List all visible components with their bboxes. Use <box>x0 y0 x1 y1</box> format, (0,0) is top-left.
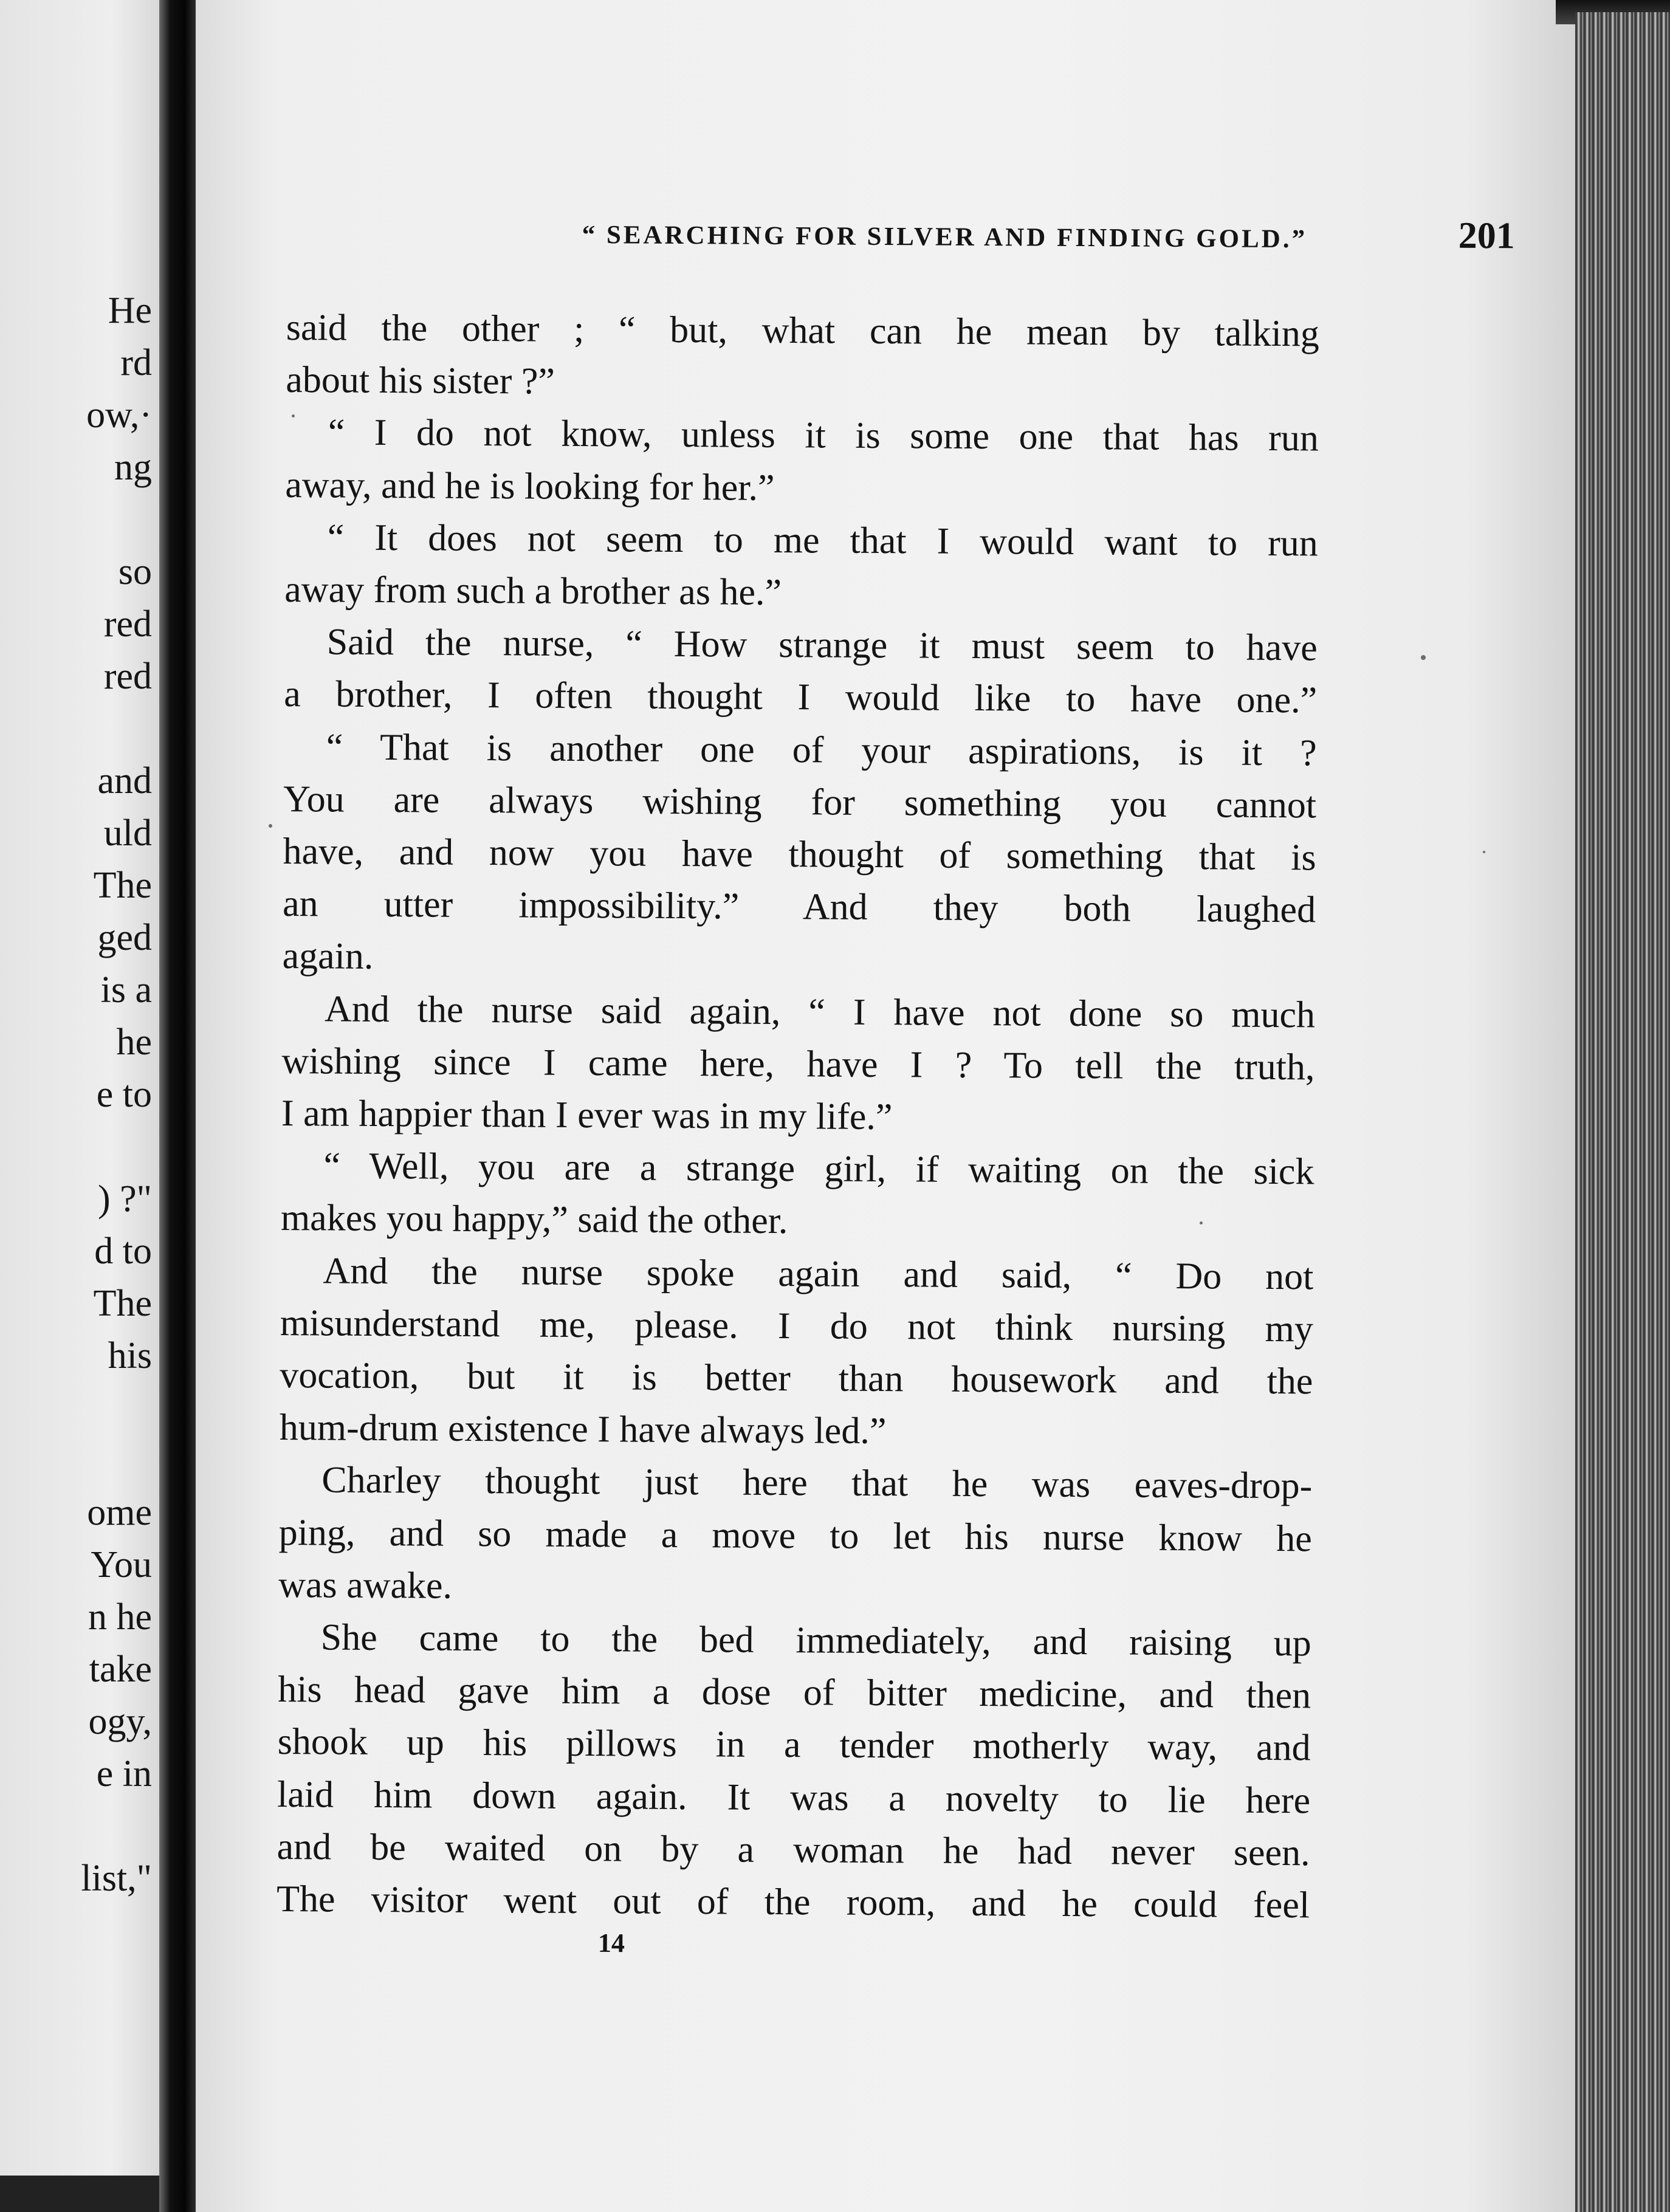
text-line: “ Well, you are a strange girl, if waiting on the sick <box>323 1145 1314 1193</box>
page-number: 201 <box>1458 215 1515 257</box>
left-page-fragment: e to <box>96 1074 152 1115</box>
left-page-fragment: rd <box>120 342 152 383</box>
left-page-fragment: ogy, <box>88 1701 152 1742</box>
text-line: said the other ; “ but, what can he mean by talking <box>286 306 1320 355</box>
signature-mark: 14 <box>597 1928 625 1959</box>
text-line: about his sister ?” <box>286 359 555 402</box>
text-line: Charley thought just here that he was eaves-drop- <box>321 1459 1313 1507</box>
left-page-fragment: ome <box>87 1492 152 1533</box>
text-line: away from such a brother as he.” <box>284 568 782 613</box>
text-line: “ It does not seem to me that I would want to run <box>327 517 1318 565</box>
page-edges <box>1575 12 1670 2212</box>
text-line: You are always wishing for something you cannot <box>283 778 1317 826</box>
text-line: wishing since I came here, have I ? To tell the truth, <box>281 1040 1315 1088</box>
right-page <box>196 0 1575 2212</box>
text-line: She came to the bed immediately, and raising up <box>320 1616 1311 1664</box>
text-line: an utter impossibility.” And they both laughed <box>282 883 1316 931</box>
book-gutter <box>159 0 196 2212</box>
text-line: a brother, I often thought I would like to have one.” <box>284 673 1318 721</box>
left-page-fragment: his <box>108 1335 152 1376</box>
left-page-fragment: ng <box>114 447 152 488</box>
left-page-fragment: he <box>116 1022 152 1063</box>
text-line: again. <box>282 935 374 978</box>
left-page-fragment: ged <box>97 917 152 958</box>
text-line: have, and now you have thought of something that is <box>283 830 1316 879</box>
text-line: “ I do not know, unless it is some one that has run <box>328 411 1319 459</box>
scan-speck <box>1200 1221 1203 1224</box>
running-title: “ SEARCHING FOR SILVER AND FINDING GOLD.” <box>582 220 1308 254</box>
scan-speck <box>292 414 295 417</box>
text-line: hum-drum existence I have always led.” <box>279 1407 887 1452</box>
scan-speck <box>1421 655 1426 660</box>
text-line: away, and he is looking for her.” <box>285 464 775 509</box>
text-line: “ That is another one of your aspirations, is it ? <box>326 726 1317 774</box>
text-line: And the nurse said again, “ I have not done so much <box>324 987 1316 1036</box>
left-page-fragment: red <box>103 656 152 697</box>
text-line: misunderstand me, please. I do not think nursing my <box>280 1302 1314 1350</box>
left-page-fragment: n he <box>88 1596 152 1638</box>
left-page-fragment: You <box>91 1544 152 1585</box>
text-line: The visitor went out of the room, and he could feel <box>276 1878 1310 1926</box>
left-page-fragment: He <box>108 290 152 331</box>
scan-speck <box>269 824 272 828</box>
text-line: laid him down again. It was a novelty to lie here <box>277 1773 1311 1821</box>
text-line: Said the nurse, “ How strange it must seem to have <box>326 621 1318 669</box>
left-page-fragment: and <box>97 760 152 802</box>
text-line: his head gave him a dose of bitter medicine, and then <box>278 1669 1311 1717</box>
text-line: makes you happy,” said the other. <box>280 1197 788 1242</box>
left-page-fragment: list," <box>81 1858 152 1899</box>
text-line: I am happier than I ever was in my life.” <box>281 1092 893 1138</box>
left-page-fragment: d to <box>94 1231 152 1272</box>
text-line: was awake. <box>278 1564 453 1607</box>
running-head <box>389 202 1525 257</box>
left-page-fragment: is a <box>100 969 152 1011</box>
left-page-fragment: red <box>103 603 152 645</box>
scan-speck <box>1483 851 1485 853</box>
left-page-fragment: The <box>93 865 152 906</box>
text-line: and be waited on by a woman he had never seen. <box>277 1826 1310 1874</box>
left-page-fragment: e in <box>96 1753 152 1795</box>
left-page-fragment: uld <box>103 812 152 854</box>
left-page-fragment: ow,· <box>86 394 152 436</box>
left-facing-page <box>0 0 159 2176</box>
text-line: shook up his pillows in a tender motherly way, and <box>277 1721 1311 1769</box>
text-line: ping, and so made a move to let his nurse know he <box>278 1511 1312 1559</box>
left-page-fragment: ) ?" <box>98 1178 152 1220</box>
text-line: And the nurse spoke again and said, “ Do not <box>323 1249 1314 1297</box>
left-page-fragment: take <box>89 1649 152 1690</box>
text-line: vocation, but it is better than housework and the <box>280 1354 1313 1403</box>
left-page-fragment: The <box>93 1283 152 1324</box>
left-page-fragment: so <box>118 551 152 592</box>
